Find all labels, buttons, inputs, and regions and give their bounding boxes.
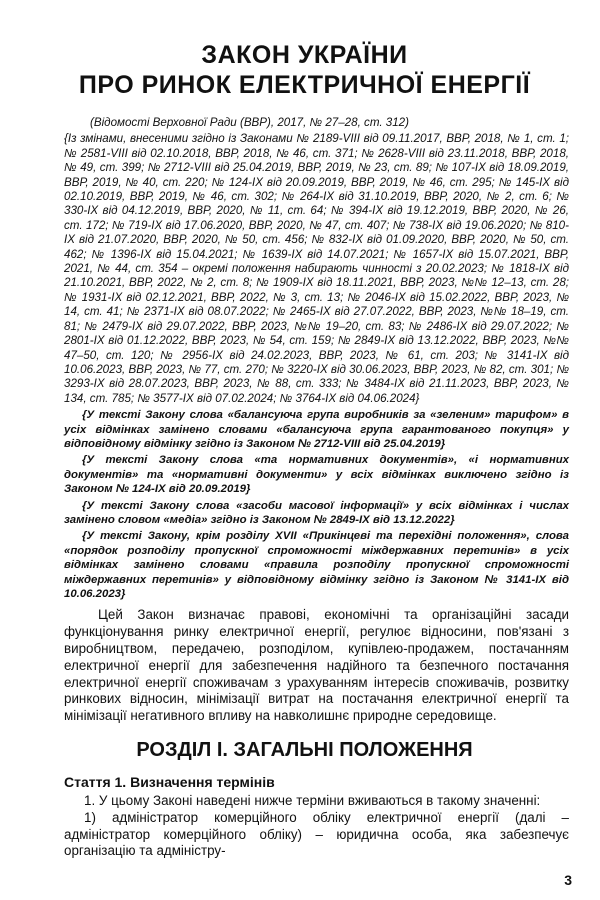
section-heading: РОЗДІЛ І. ЗАГАЛЬНІ ПОЛОЖЕННЯ [136,738,473,761]
editorial-note: {У тексті Закону, крім розділу XVII «Прикінцеві та перехідні положення», слова «порядок розподілу пропускної спроможності міждержавних перетинів» в усіх відмінках замінено словами «правила розподілу пропускної спроможності міждержавних перетинів» у відповідному відмінку згідно із Законом № 3141-IX від 10.06.2023} [64,530,569,600]
editorial-note: {У тексті Закону слова «балансуюча група виробників за «зеленим» тарифом» в усіх відмінках замінено словами «балансуюча група гарантованого покупця» у відповідному відмінку згідно із Законом № 2712-VIII від 25.04.2019} [64,409,569,450]
paragraph: 1) адміністратор комерційного обліку електричної енергії (далі – адміністратор комерційного обліку) – юридична особа, яка забезпечує організацію та адміністру- [64,809,569,859]
law-title-line2: ПРО РИНОК ЕЛЕКТРИЧНОЇ ЕНЕРГІЇ [78,71,531,99]
page-number: 3 [564,872,572,889]
preamble: Цей Закон визначає правові, економічні та організаційні засади функціонування ринку електричної енергії, регулює відносини, пов'язані з виробництвом, передачею, розподілом, купівлею-продажем, постачанням електричної енергії для забезпечення надійного та безпечного постачання електричної енергії споживачам з урахуванням інтересів споживачів, розвитку ринкових відносин, мінімізації витрат на постачання електричної енергії та мінімізації негативного впливу на навколишнє природне середовище. [64,607,569,724]
article-heading: Стаття 1. Визначення термінів [64,773,275,790]
law-title-line1: ЗАКОН УКРАЇНИ [201,41,408,69]
paragraph: 1. У цьому Законі наведені нижче терміни вживаються в такому значенні: [84,792,541,808]
amendments-list: {Із змінами, внесеними згідно із Законами № 2189-VIII від 09.11.2017, ВВР, 2018, № 1, ст. 1; № 2581-VIII від 02.10.2018, ВВР, 2018, № 46, ст. 371; № 2628-VIII від 23.11.2018, ВВР, 2018, № 49, ст. 399; № 2712-VIII від 25.04.2019, ВВР, 2019, № 23, ст. 89; № 107-IX від 18.09.2019, ВВР, 2019, № 40, ст. 220; № 124-IX від 20.09.2019, ВВР, 2019, № 46, ст. 295; № 145-IX від 02.10.2019, ВВР, 2019, № 46, ст. 302; № 264-IX від 31.10.2019, ВВР, 2020, № 2, ст. 6; № 330-IX від 04.12.2019, ВВР, 2020, № 11, ст. 64; № 394-IX від 19.12.2019, ВВР, 2020, № 26, ст. 172; № 719-IX від 17.06.2020, ВВР, 2020, № 47, ст. 407; № 738-IX від 19.06.2020; № 810-IX від 21.07.2020, ВВР, 2020, № 50, ст. 456; № 832-IX від 01.09.2020, ВВР, 2020, № 50, ст. 462; № 1396-IX від 15.04.2021; № 1639-IX від 14.07.2021; № 1657-IX від 15.07.2021, ВВР, 2021, № 44, ст. 354 – окремі положення набирають чинності з 20.02.2023; № 1818-IX від 21.10.2021, ВВР, 2022, № 2, ст. 8; № 1909-IX від 18.11.2021, ВВР, 2023, №№ 12–13, ст. 28; № 1931-IX від 02.12.2021, ВВР, 2022, № 3, ст. 13; № 2046-IX від 15.02.2022, ВВР, 2023, № 14, ст. 41; № 2371-IX від 08.07.2022; № 2465-IX від 27.07.2022, ВВР, 2023, №№ 18–19, ст. 81; № 2479-IX від 29.07.2022, ВВР, 2023, №№ 19–20, ст. 83; № 2486-IX від 29.07.2022; № 2801-IX від 01.12.2022, ВВР, 2023, № 54, ст. 159; № 2849-IX від 13.12.2022, ВВР, 2023, №№ 47–50, ст. 120; № 2956-IX від 24.02.2023, ВВР, 2023, № 61, ст. 203; № 3141-IX від 10.06.2023, ВВР, 2023, № 77, ст. 270; № 3220-IX від 30.06.2023, ВВР, 2023, № 82, ст. 301; № 3293-IX від 28.07.2023, ВВР, 2023, № 88, ст. 333; № 3484-IX від 21.11.2023, ВВР, 2023, № 134, ст. 785; № 3577-IX від 07.02.2024; № 3764-IX від 04.06.2024} [64,132,569,405]
editorial-note: {У тексті Закону слова «засоби масової інформації» у всіх відмінках і числах замінено словом «медіа» згідно із Законом № 2849-IX від 13.12.2022} [64,499,569,526]
source-reference: (Відомості Верховної Ради (ВВР), 2017, № 27–28, ст. 312) [90,116,409,129]
editorial-note: {У тексті Закону слова «та нормативних документів», «і нормативних документів» та «нормативні документи» у всіх відмінках виключено згідно із Законом № 124-IX від 20.09.2019} [64,454,569,496]
